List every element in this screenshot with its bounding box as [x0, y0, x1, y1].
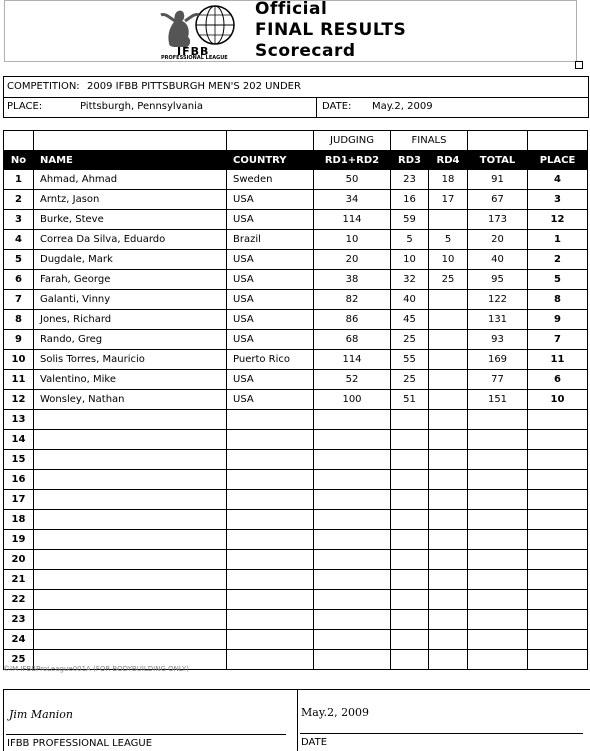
contestant-name: Solis Torres, Mauricio: [34, 350, 227, 370]
score-total: 40: [468, 250, 528, 270]
score-rd3: [391, 570, 429, 590]
contestant-name: Burke, Steve: [34, 210, 227, 230]
score-total: [468, 610, 528, 630]
row-number: 2: [4, 190, 34, 210]
score-rd4: [429, 330, 468, 350]
score-rd1-rd2: [314, 610, 391, 630]
date-line: [300, 733, 583, 734]
contestant-name: [34, 450, 227, 470]
row-number: 20: [4, 550, 34, 570]
col-rd3: RD3: [391, 151, 429, 170]
score-rd3: 32: [391, 270, 429, 290]
table-row: [4, 250, 588, 270]
row-number: 15: [4, 450, 34, 470]
contestant-name: [34, 510, 227, 530]
score-rd1-rd2: [314, 630, 391, 650]
score-total: [468, 630, 528, 650]
score-total: [468, 450, 528, 470]
score-total: 151: [468, 390, 528, 410]
row-number: 12: [4, 390, 34, 410]
contestant-country: Brazil: [227, 230, 314, 250]
final-place: [528, 430, 588, 450]
col-name: NAME: [34, 151, 227, 170]
row-number: 18: [4, 510, 34, 530]
contestant-name: [34, 570, 227, 590]
score-rd1-rd2: 34: [314, 190, 391, 210]
final-place: [528, 490, 588, 510]
score-total: [468, 490, 528, 510]
table-row: [4, 210, 588, 230]
results-table: [3, 130, 588, 670]
contestant-country: Sweden: [227, 170, 314, 190]
final-place: [528, 630, 588, 650]
row-number: 1: [4, 170, 34, 190]
col-no: No: [4, 151, 34, 170]
table-row: [4, 370, 588, 390]
score-rd1-rd2: 38: [314, 270, 391, 290]
score-rd1-rd2: [314, 410, 391, 430]
score-rd4: [429, 450, 468, 470]
row-number: 22: [4, 590, 34, 610]
title-line-final-results: FINAL RESULTS: [255, 20, 407, 40]
contestant-country: [227, 470, 314, 490]
row-number: 19: [4, 530, 34, 550]
row-number: 17: [4, 490, 34, 510]
score-rd4: 10: [429, 250, 468, 270]
final-place: [528, 570, 588, 590]
score-rd3: 25: [391, 330, 429, 350]
score-rd1-rd2: [314, 470, 391, 490]
row-number: 7: [4, 290, 34, 310]
final-place: 5: [528, 270, 588, 290]
row-number: 25: [4, 650, 34, 670]
date-label: DATE:: [322, 101, 352, 112]
place-label: PLACE:: [7, 101, 43, 112]
contestant-country: USA: [227, 330, 314, 350]
contestant-name: [34, 470, 227, 490]
table-row: [4, 450, 588, 470]
contestant-name: [34, 610, 227, 630]
col-rd1-rd2: RD1+RD2: [314, 151, 391, 170]
contestant-name: [34, 550, 227, 570]
score-rd3: [391, 630, 429, 650]
score-total: [468, 570, 528, 590]
score-rd1-rd2: 20: [314, 250, 391, 270]
final-place: 3: [528, 190, 588, 210]
final-place: 7: [528, 330, 588, 350]
final-place: 2: [528, 250, 588, 270]
score-rd4: [429, 490, 468, 510]
row-number: 14: [4, 430, 34, 450]
final-place: [528, 470, 588, 490]
table-row: [4, 550, 588, 570]
table-row: [4, 310, 588, 330]
info-divider: [316, 97, 317, 117]
contestant-name: Wonsley, Nathan: [34, 390, 227, 410]
score-rd4: [429, 550, 468, 570]
contestant-country: [227, 530, 314, 550]
score-rd3: [391, 610, 429, 630]
score-rd3: 55: [391, 350, 429, 370]
group-header-blank: [468, 131, 528, 151]
score-rd4: [429, 210, 468, 230]
signature-date: May.2, 2009: [301, 706, 370, 719]
contestant-country: [227, 450, 314, 470]
row-number: 9: [4, 330, 34, 350]
contestant-name: [34, 630, 227, 650]
score-rd1-rd2: 100: [314, 390, 391, 410]
score-rd4: 18: [429, 170, 468, 190]
scorecard-header: [4, 0, 577, 62]
contestant-country: USA: [227, 210, 314, 230]
score-rd4: [429, 430, 468, 450]
score-rd1-rd2: [314, 530, 391, 550]
row-number: 16: [4, 470, 34, 490]
contestant-name: Farah, George: [34, 270, 227, 290]
table-row: [4, 270, 588, 290]
contestant-country: [227, 510, 314, 530]
score-rd4: 5: [429, 230, 468, 250]
score-rd1-rd2: 114: [314, 350, 391, 370]
final-place: 4: [528, 170, 588, 190]
table-row: [4, 610, 588, 630]
score-rd1-rd2: [314, 450, 391, 470]
form-footnote: ©IM IFBBProLeague001A (FOR BODYBUILDING ONLY): [3, 665, 189, 673]
title-line-scorecard: Scorecard: [255, 41, 356, 61]
contestant-name: [34, 410, 227, 430]
score-rd3: 51: [391, 390, 429, 410]
final-place: [528, 450, 588, 470]
final-place: [528, 550, 588, 570]
contestant-country: [227, 590, 314, 610]
contestant-country: USA: [227, 370, 314, 390]
score-total: [468, 510, 528, 530]
contestant-country: USA: [227, 250, 314, 270]
row-number: 23: [4, 610, 34, 630]
table-row: [4, 290, 588, 310]
competition-value: 2009 IFBB PITTSBURGH MEN'S 202 UNDER: [87, 81, 301, 92]
score-rd3: [391, 450, 429, 470]
row-number: 8: [4, 310, 34, 330]
score-total: 122: [468, 290, 528, 310]
score-rd1-rd2: 82: [314, 290, 391, 310]
final-place: 1: [528, 230, 588, 250]
col-country: COUNTRY: [227, 151, 314, 170]
score-rd4: [429, 350, 468, 370]
contestant-country: [227, 610, 314, 630]
table-row: [4, 190, 588, 210]
score-rd1-rd2: 86: [314, 310, 391, 330]
score-rd4: [429, 470, 468, 490]
row-number: 13: [4, 410, 34, 430]
row-number: 21: [4, 570, 34, 590]
score-rd3: 16: [391, 190, 429, 210]
group-judging: JUDGING: [314, 131, 391, 151]
score-rd3: [391, 530, 429, 550]
score-rd4: [429, 530, 468, 550]
score-total: 91: [468, 170, 528, 190]
table-row: [4, 570, 588, 590]
score-total: 169: [468, 350, 528, 370]
score-rd4: 17: [429, 190, 468, 210]
row-number: 3: [4, 210, 34, 230]
contestant-name: Arntz, Jason: [34, 190, 227, 210]
score-rd3: 59: [391, 210, 429, 230]
place-value: Pittsburgh, Pennsylvania: [80, 101, 204, 112]
score-rd3: 23: [391, 170, 429, 190]
score-rd1-rd2: [314, 590, 391, 610]
score-rd4: [429, 390, 468, 410]
score-total: [468, 550, 528, 570]
table-row: [4, 170, 588, 190]
final-place: [528, 510, 588, 530]
score-rd4: [429, 290, 468, 310]
score-rd1-rd2: [314, 550, 391, 570]
signature-line: [6, 734, 286, 735]
group-header-blank: [528, 131, 588, 151]
score-rd3: [391, 650, 429, 670]
final-place: 6: [528, 370, 588, 390]
group-header-blank: [4, 131, 34, 151]
final-place: 10: [528, 390, 588, 410]
column-header-row: [4, 151, 588, 170]
score-total: 173: [468, 210, 528, 230]
score-rd1-rd2: 114: [314, 210, 391, 230]
score-rd4: [429, 510, 468, 530]
contestant-country: [227, 570, 314, 590]
final-place: [528, 610, 588, 630]
score-total: 77: [468, 370, 528, 390]
row-number: 24: [4, 630, 34, 650]
score-rd4: [429, 570, 468, 590]
score-rd3: [391, 510, 429, 530]
score-total: [468, 650, 528, 670]
score-rd1-rd2: [314, 510, 391, 530]
contestant-country: [227, 430, 314, 450]
signature-divider: [297, 690, 298, 751]
score-rd3: [391, 490, 429, 510]
final-place: [528, 650, 588, 670]
score-rd3: 45: [391, 310, 429, 330]
contestant-name: Ahmad, Ahmad: [34, 170, 227, 190]
contestant-country: USA: [227, 190, 314, 210]
score-rd4: [429, 610, 468, 630]
contestant-country: [227, 490, 314, 510]
contestant-name: Jones, Richard: [34, 310, 227, 330]
competition-row: [4, 77, 588, 98]
contestant-name: [34, 490, 227, 510]
final-place: 8: [528, 290, 588, 310]
table-row: [4, 350, 588, 370]
row-number: 10: [4, 350, 34, 370]
contestant-name: Galanti, Vinny: [34, 290, 227, 310]
score-rd4: [429, 650, 468, 670]
group-finals: FINALS: [391, 131, 468, 151]
score-rd4: [429, 630, 468, 650]
table-row: [4, 410, 588, 430]
contestant-country: USA: [227, 270, 314, 290]
contestant-name: Dugdale, Mark: [34, 250, 227, 270]
col-rd4: RD4: [429, 151, 468, 170]
table-row: [4, 230, 588, 250]
score-total: 20: [468, 230, 528, 250]
table-row: [4, 510, 588, 530]
score-total: 93: [468, 330, 528, 350]
score-rd3: [391, 410, 429, 430]
table-row: [4, 530, 588, 550]
score-rd3: [391, 470, 429, 490]
col-total: TOTAL: [468, 151, 528, 170]
score-total: [468, 430, 528, 450]
score-rd3: 40: [391, 290, 429, 310]
table-row: [4, 390, 588, 410]
final-place: [528, 530, 588, 550]
signature-date-label: DATE: [301, 737, 328, 748]
score-total: [468, 590, 528, 610]
score-rd3: 10: [391, 250, 429, 270]
contestant-name: Rando, Greg: [34, 330, 227, 350]
contestant-country: Puerto Rico: [227, 350, 314, 370]
final-place: [528, 410, 588, 430]
row-number: 5: [4, 250, 34, 270]
contestant-country: [227, 410, 314, 430]
contestant-country: USA: [227, 290, 314, 310]
group-header-row: [4, 131, 588, 151]
contestant-country: [227, 630, 314, 650]
title-line-official: Official: [255, 0, 328, 19]
competition-info: [3, 76, 589, 118]
score-rd1-rd2: 50: [314, 170, 391, 190]
table-row: [4, 590, 588, 610]
score-total: [468, 410, 528, 430]
contestant-name: Correa Da Silva, Eduardo: [34, 230, 227, 250]
table-row: [4, 490, 588, 510]
score-total: [468, 530, 528, 550]
ifbb-logo-text: IFBB: [177, 45, 210, 58]
score-rd4: [429, 590, 468, 610]
contestant-country: USA: [227, 390, 314, 410]
contestant-country: [227, 650, 314, 670]
score-total: 131: [468, 310, 528, 330]
row-number: 4: [4, 230, 34, 250]
signature-org: IFBB PROFESSIONAL LEAGUE: [7, 738, 153, 749]
ifbb-logo-subtext: PROFESSIONAL LEAGUE: [161, 55, 228, 61]
row-number: 11: [4, 370, 34, 390]
score-rd1-rd2: [314, 650, 391, 670]
contestant-country: USA: [227, 310, 314, 330]
score-rd4: 25: [429, 270, 468, 290]
final-place: 12: [528, 210, 588, 230]
score-rd3: 25: [391, 370, 429, 390]
col-place: PLACE: [528, 151, 588, 170]
contestant-country: [227, 550, 314, 570]
final-place: 11: [528, 350, 588, 370]
group-header-blank: [227, 131, 314, 151]
contestant-name: [34, 430, 227, 450]
contestant-name: [34, 530, 227, 550]
score-rd3: [391, 550, 429, 570]
group-header-blank: [34, 131, 227, 151]
contestant-name: Valentino, Mike: [34, 370, 227, 390]
signature-name: Jim Manion: [9, 708, 73, 721]
score-rd4: [429, 410, 468, 430]
signature-block: [3, 689, 590, 751]
competition-label: COMPETITION:: [7, 81, 80, 92]
score-rd3: 5: [391, 230, 429, 250]
score-total: 95: [468, 270, 528, 290]
date-value: May.2, 2009: [372, 101, 433, 112]
table-row: [4, 330, 588, 350]
score-total: 67: [468, 190, 528, 210]
score-rd4: [429, 370, 468, 390]
score-rd1-rd2: [314, 430, 391, 450]
score-rd4: [429, 310, 468, 330]
row-number: 6: [4, 270, 34, 290]
table-row: [4, 470, 588, 490]
score-rd1-rd2: 68: [314, 330, 391, 350]
score-rd3: [391, 430, 429, 450]
score-rd1-rd2: 10: [314, 230, 391, 250]
table-row: [4, 430, 588, 450]
score-rd3: [391, 590, 429, 610]
score-rd1-rd2: [314, 570, 391, 590]
resize-handle[interactable]: [575, 61, 583, 69]
score-rd1-rd2: 52: [314, 370, 391, 390]
final-place: 9: [528, 310, 588, 330]
final-place: [528, 590, 588, 610]
score-rd1-rd2: [314, 490, 391, 510]
score-total: [468, 470, 528, 490]
scorecard-title: [255, 0, 406, 62]
table-row: [4, 630, 588, 650]
contestant-name: [34, 590, 227, 610]
